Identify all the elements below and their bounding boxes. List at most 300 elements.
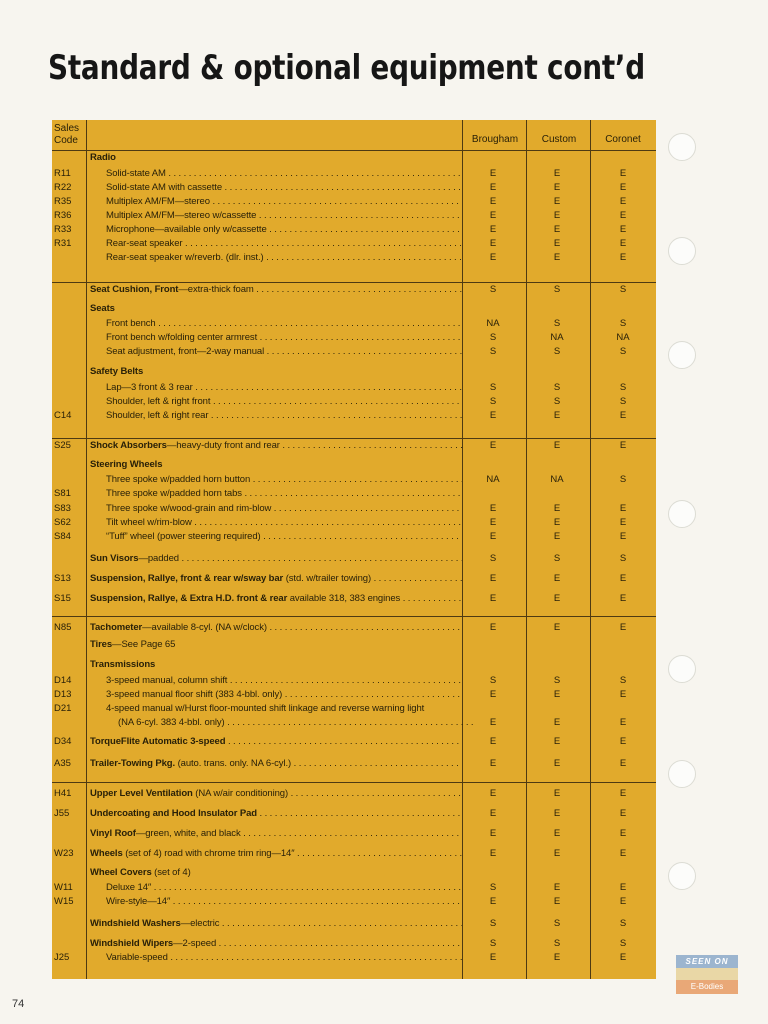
availability-value: E [619, 689, 627, 700]
item-label [90, 458, 462, 472]
item-detail: (set of 4) [151, 867, 191, 878]
availability-value: E [489, 758, 497, 769]
item-text: Variable-speed [106, 952, 168, 963]
item-text: Deluxe 14″ [106, 882, 152, 893]
dot-leader [264, 252, 462, 263]
item-text: Radio [90, 152, 116, 163]
availability-value: S [619, 474, 627, 485]
availability-value: E [619, 224, 627, 235]
item-label [90, 827, 462, 841]
dot-leader [264, 346, 462, 357]
availability-value: E [489, 622, 497, 633]
availability-value: S [489, 938, 497, 949]
item-label [106, 487, 462, 501]
dot-leader [257, 332, 462, 343]
sales-code: W15 [54, 896, 74, 907]
availability-value: E [553, 503, 561, 514]
availability-value: E [553, 717, 561, 728]
sales-code: S25 [54, 440, 71, 451]
binder-hole [668, 237, 696, 265]
binder-hole [668, 341, 696, 369]
item-text: Three spoke w/padded horn tabs [106, 488, 242, 499]
item-text: Seats [90, 303, 115, 314]
dot-leader [227, 675, 462, 686]
binder-hole [668, 862, 696, 890]
availability-value: E [553, 252, 561, 263]
dot-leader [267, 622, 462, 633]
item-text: Undercoating and Hood Insulator Pad [90, 808, 257, 819]
availability-value: E [619, 828, 627, 839]
item-label [106, 237, 462, 251]
availability-value: E [489, 573, 497, 584]
item-text: Multiplex AM/FM—stereo [106, 196, 210, 207]
item-label [90, 735, 462, 749]
equipment-table [52, 120, 656, 979]
availability-value: S [619, 675, 627, 686]
item-label [90, 592, 462, 606]
page-number: 74 [12, 998, 25, 1010]
availability-value: E [489, 440, 497, 451]
availability-value: S [553, 346, 561, 357]
availability-value: E [619, 168, 627, 179]
item-label [106, 331, 462, 345]
binder-hole [668, 133, 696, 161]
dot-leader [291, 758, 462, 769]
availability-value: E [619, 440, 627, 451]
availability-value: S [619, 553, 627, 564]
availability-value: E [489, 238, 497, 249]
availability-value: E [553, 758, 561, 769]
item-label [90, 621, 462, 635]
item-text: Wire-style—14″ [106, 896, 171, 907]
availability-value: S [489, 553, 497, 564]
binder-hole [668, 655, 696, 683]
item-text: Lap—3 front & 3 rear [106, 382, 193, 393]
dot-leader [241, 828, 462, 839]
item-label [106, 167, 462, 181]
availability-value: E [619, 410, 627, 421]
watermark-line2: E-Bodies [676, 980, 738, 994]
sales-code: S83 [54, 503, 71, 514]
item-detail: (NA w/air conditioning) [192, 788, 289, 799]
availability-value: E [619, 252, 627, 263]
availability-value: E [489, 252, 497, 263]
column-divider [86, 120, 87, 979]
availability-value: S [489, 332, 497, 343]
item-text: Rear-seat speaker w/reverb. (dlr. inst.) [106, 252, 264, 263]
availability-value: E [619, 196, 627, 207]
item-label [106, 251, 462, 265]
item-label [90, 787, 462, 801]
item-text: Suspension, Rallye, front & rear w/sway bar [90, 573, 284, 584]
binder-hole [668, 500, 696, 528]
availability-value: S [553, 396, 561, 407]
dot-leader [371, 573, 462, 584]
availability-value: NA [550, 474, 564, 485]
availability-value: S [553, 938, 561, 949]
item-text: Tires [90, 639, 113, 650]
item-label [106, 195, 462, 209]
availability-value: E [553, 689, 561, 700]
item-label [106, 530, 462, 544]
availability-value: E [619, 736, 627, 747]
item-label [106, 181, 462, 195]
item-detail: (auto. trans. only. NA 6-cyl.) [175, 758, 292, 769]
item-detail: (set of 4) road with chrome trim ring—14″ [122, 848, 295, 859]
availability-value: E [489, 410, 497, 421]
sales-code: H41 [54, 788, 72, 799]
item-text: Solid-state AM [106, 168, 166, 179]
item-text: Solid-state AM with cassette [106, 182, 223, 193]
dot-leader [294, 848, 462, 859]
availability-value: E [553, 168, 561, 179]
item-text: Vinyl Roof [90, 828, 136, 839]
availability-value: E [489, 828, 497, 839]
sales-code: R11 [54, 168, 71, 179]
item-label [106, 317, 462, 331]
item-label [106, 895, 462, 909]
dot-leader [222, 182, 462, 193]
item-label [90, 552, 462, 566]
item-label [106, 381, 462, 395]
dot-leader [288, 788, 462, 799]
availability-value: E [619, 182, 627, 193]
availability-value: S [553, 284, 561, 295]
dot-leader [271, 503, 462, 514]
item-text: Safety Belts [90, 366, 144, 377]
availability-value: E [553, 210, 561, 221]
availability-value: S [553, 918, 561, 929]
availability-value: S [619, 382, 627, 393]
availability-value: E [489, 689, 497, 700]
availability-value: S [489, 918, 497, 929]
availability-value: E [553, 622, 561, 633]
sales-code: R22 [54, 182, 72, 193]
item-text: Multiplex AM/FM—stereo w/cassette [106, 210, 257, 221]
availability-value: S [619, 918, 627, 929]
item-label [90, 283, 462, 297]
column-header-coronet: Coronet [605, 134, 641, 145]
item-detail: —electric [180, 918, 220, 929]
dot-leader [280, 440, 462, 451]
watermark-line1: SEEN ON [676, 955, 738, 968]
availability-value: E [553, 593, 561, 604]
availability-value: E [619, 896, 627, 907]
item-label [90, 937, 462, 951]
sales-code: R33 [54, 224, 72, 235]
availability-value: E [489, 517, 497, 528]
item-text: Windshield Washers [90, 918, 181, 929]
item-label [106, 473, 462, 487]
sales-code: A35 [54, 758, 71, 769]
availability-value: E [619, 573, 627, 584]
availability-value: NA [486, 474, 500, 485]
dot-leader [151, 882, 462, 893]
availability-value: E [553, 573, 561, 584]
dot-leader [267, 224, 462, 235]
item-label [106, 516, 462, 530]
availability-value: E [489, 788, 497, 799]
item-text: Three spoke w/wood-grain and rim-blow [106, 503, 272, 514]
section-rule [52, 782, 656, 783]
item-label [106, 688, 462, 702]
item-text: Rear-seat speaker [106, 238, 183, 249]
dot-leader [225, 717, 474, 728]
item-label [106, 409, 462, 423]
item-text: Tachometer [90, 622, 143, 633]
item-label [106, 951, 462, 965]
item-label [90, 847, 462, 861]
sales-code: S15 [54, 593, 71, 604]
dot-leader [208, 410, 462, 421]
item-detail: —2-speed [173, 938, 217, 949]
availability-value: E [619, 622, 627, 633]
availability-value: S [489, 882, 497, 893]
item-label [90, 638, 462, 652]
availability-value: S [619, 284, 627, 295]
item-text: Upper Level Ventilation [90, 788, 193, 799]
item-label [90, 439, 462, 453]
dot-leader [219, 918, 462, 929]
item-text: Shoulder, left & right front [106, 396, 211, 407]
dot-leader [254, 284, 462, 295]
dot-leader [168, 952, 462, 963]
item-text: Sun Visors [90, 553, 139, 564]
item-text: Seat Cushion, Front [90, 284, 179, 295]
availability-value: E [553, 882, 561, 893]
item-text: Wheel Covers [90, 867, 152, 878]
item-text: Shoulder, left & right rear [106, 410, 209, 421]
item-text: Microphone—available only w/cassette [106, 224, 267, 235]
item-label [106, 209, 462, 223]
sales-code: S13 [54, 573, 71, 584]
availability-value: S [619, 318, 627, 329]
item-detail: (std. w/trailer towing) [283, 573, 372, 584]
item-text: Front bench w/folding center armrest [106, 332, 258, 343]
availability-value: E [489, 848, 497, 859]
availability-value: E [489, 531, 497, 542]
item-label [90, 807, 462, 821]
item-text: Three spoke w/padded horn button [106, 474, 251, 485]
sales-code: S84 [54, 531, 71, 542]
availability-value: S [619, 938, 627, 949]
availability-value: E [553, 788, 561, 799]
sales-code: J25 [54, 952, 70, 963]
availability-value: S [489, 284, 497, 295]
item-detail: —available 8-cyl. (NA w/clock) [142, 622, 267, 633]
availability-value: E [489, 182, 497, 193]
watermark-car-icon [676, 968, 738, 980]
item-text: Steering Wheels [90, 459, 163, 470]
availability-value: E [619, 517, 627, 528]
availability-value: S [619, 396, 627, 407]
availability-value: E [553, 517, 561, 528]
sales-code: R35 [54, 196, 72, 207]
item-text: Shock Absorbers [90, 440, 167, 451]
item-label [90, 917, 462, 931]
availability-value: E [489, 896, 497, 907]
availability-value: E [489, 808, 497, 819]
availability-value: E [619, 210, 627, 221]
item-text: Transmissions [90, 659, 156, 670]
item-text: 3-speed manual, column shift [106, 675, 228, 686]
availability-value: E [619, 758, 627, 769]
availability-value: E [553, 828, 561, 839]
sales-code: R36 [54, 210, 72, 221]
dot-leader [210, 396, 462, 407]
availability-value: S [553, 382, 561, 393]
item-detail: —See Page 65 [112, 639, 176, 650]
sales-code: W23 [54, 848, 74, 859]
availability-value: E [619, 593, 627, 604]
availability-value: E [489, 196, 497, 207]
sales-code-header: Sales Code [54, 123, 80, 146]
item-label [106, 881, 462, 895]
column-header-brougham: Brougham [471, 134, 519, 145]
availability-value: E [489, 952, 497, 963]
sales-code: D14 [54, 675, 72, 686]
item-text: Seat adjustment, front—2-way manual [106, 346, 265, 357]
item-label [106, 395, 462, 409]
item-label [106, 502, 462, 516]
dot-leader [210, 196, 462, 207]
item-label [90, 866, 462, 880]
item-text: (NA 6-cyl. 383 4-bbl. only) [118, 717, 225, 728]
availability-value: E [553, 808, 561, 819]
availability-value: E [553, 531, 561, 542]
item-label [90, 151, 462, 165]
availability-value: E [489, 736, 497, 747]
availability-value: NA [616, 332, 630, 343]
item-text: Tilt wheel w/rim-blow [106, 517, 192, 528]
sales-code: D13 [54, 689, 72, 700]
item-text: “Tuff” wheel (power steering required) [106, 531, 261, 542]
availability-value: S [553, 318, 561, 329]
watermark-logo [676, 955, 738, 995]
item-label [90, 302, 462, 316]
dot-leader [250, 474, 462, 485]
section-rule [52, 616, 656, 617]
availability-value: E [619, 808, 627, 819]
item-label [90, 365, 462, 379]
availability-value: E [489, 168, 497, 179]
availability-value: E [553, 952, 561, 963]
dot-leader [400, 593, 462, 604]
availability-value: E [619, 717, 627, 728]
availability-value: E [619, 531, 627, 542]
dot-leader [179, 553, 462, 564]
sales-code: C14 [54, 410, 72, 421]
item-label [118, 716, 474, 730]
availability-value: E [619, 952, 627, 963]
item-text: 4-speed manual w/Hurst floor-mounted shift linkage and reverse warning light [106, 703, 425, 714]
item-detail: —padded [138, 553, 179, 564]
item-label [90, 572, 462, 586]
availability-value: E [553, 224, 561, 235]
availability-value: NA [550, 332, 564, 343]
availability-value: E [619, 848, 627, 859]
item-label [90, 658, 462, 672]
sales-code: S62 [54, 517, 71, 528]
availability-value: E [489, 224, 497, 235]
sales-code: R31 [54, 238, 72, 249]
item-label [106, 345, 462, 359]
availability-value: E [553, 238, 561, 249]
availability-value: E [553, 410, 561, 421]
availability-value: E [553, 440, 561, 451]
availability-value: NA [486, 318, 500, 329]
item-text: TorqueFlite Automatic 3-speed [90, 736, 226, 747]
dot-leader [216, 938, 462, 949]
sales-code: D34 [54, 736, 72, 747]
availability-value: E [619, 503, 627, 514]
availability-value: S [489, 382, 497, 393]
availability-value: S [619, 346, 627, 357]
availability-value: E [489, 593, 497, 604]
item-text: 3-speed manual floor shift (383 4-bbl. only) [106, 689, 283, 700]
item-label [106, 674, 462, 688]
sales-code: D21 [54, 703, 72, 714]
dot-leader [282, 689, 462, 700]
item-text: Front bench [106, 318, 156, 329]
item-text: Suspension, Rallye, & Extra H.D. front & rear [90, 593, 288, 604]
item-text: Windshield Wipers [90, 938, 174, 949]
availability-value: S [489, 675, 497, 686]
dot-leader [156, 318, 462, 329]
page-title: Standard & optional equipment cont’d [48, 48, 645, 88]
dot-leader [192, 517, 462, 528]
availability-value: E [619, 238, 627, 249]
dot-leader [182, 238, 462, 249]
item-text: Wheels [90, 848, 123, 859]
item-label [106, 702, 462, 716]
dot-leader [225, 736, 462, 747]
item-text: Trailer-Towing Pkg. [90, 758, 176, 769]
column-header-custom: Custom [541, 134, 577, 145]
availability-value: S [553, 553, 561, 564]
item-detail: —heavy-duty front and rear [166, 440, 280, 451]
dot-leader [193, 382, 462, 393]
dot-leader [166, 168, 462, 179]
availability-value: E [489, 717, 497, 728]
sales-code: W11 [54, 882, 73, 893]
item-label [106, 223, 462, 237]
sales-code: S81 [54, 488, 71, 499]
sales-code: N85 [54, 622, 72, 633]
item-detail: —extra-thick foam [178, 284, 254, 295]
availability-value: S [489, 396, 497, 407]
availability-value: E [553, 736, 561, 747]
binder-hole [668, 760, 696, 788]
availability-value: E [553, 196, 561, 207]
availability-value: E [489, 503, 497, 514]
availability-value: E [489, 210, 497, 221]
availability-value: E [619, 882, 627, 893]
availability-value: S [553, 675, 561, 686]
item-detail: —green, white, and black [135, 828, 241, 839]
item-label [90, 757, 462, 771]
dot-leader [170, 896, 462, 907]
availability-value: E [553, 896, 561, 907]
availability-value: S [489, 346, 497, 357]
dot-leader [257, 808, 462, 819]
availability-value: E [619, 788, 627, 799]
item-detail: available 318, 383 engines [287, 593, 401, 604]
availability-value: E [553, 182, 561, 193]
sales-code: J55 [54, 808, 70, 819]
dot-leader [256, 210, 462, 221]
dot-leader [242, 488, 462, 499]
